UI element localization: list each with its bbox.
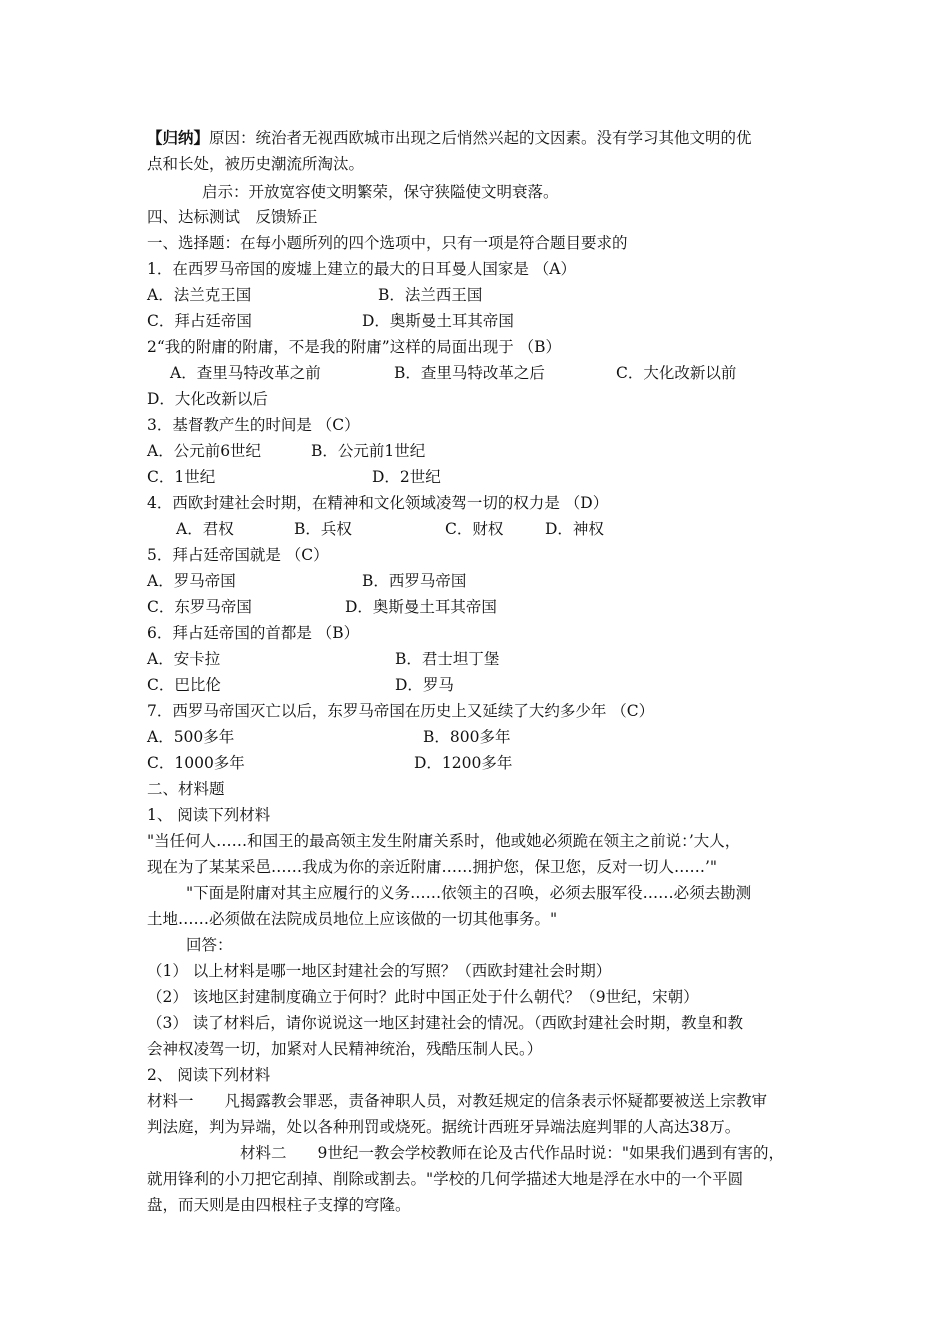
question-1-option-c: C．拜占廷帝国 [147,312,252,330]
question-4-option-b: B．兵权 [294,520,352,538]
question-4-stem: 4．西欧封建社会时期，在精神和文化领域凌驾一切的权力是 （D） [147,494,609,512]
sub-question-1: （1） 以上材料是哪一地区封建社会的写照？（西欧封建社会时期） [147,962,612,980]
question-3-option-b: B．公元前1世纪 [311,442,426,460]
question-7-option-a: A．500多年 [147,728,235,746]
question-3-option-d: D．2世纪 [372,468,441,486]
question-2-option-b: B．查里马特改革之后 [394,364,545,382]
question-7-stem: 7．西罗马帝国灭亡以后，东罗马帝国在历史上又延续了大约多少年 （C） [147,702,655,720]
sub-question-3-line-2: 会神权凌驾一切，加紧对人民精神统治，残酷压制人民。） [147,1040,543,1058]
question-4-option-c: C．财权 [445,520,504,538]
question-2-option-d: D．大化改新以后 [147,390,268,408]
question-6-option-b: B．君士坦丁堡 [395,650,500,668]
question-1-option-a: A．法兰克王国 [147,286,252,304]
sub-question-2: （2） 该地区封建制度确立于何时？此时中国正处于什么朝代？（9世纪，宋朝） [147,988,699,1006]
material-2-para-2-line-1: 材料二 9世纪一教会学校教师在论及古代作品时说："如果我们遇到有害的， [240,1144,784,1162]
answer-label: 回答： [186,936,233,954]
question-5-option-d: D．奥斯曼土耳其帝国 [345,598,497,616]
question-3-stem: 3．基督教产生的时间是 （C） [147,416,360,434]
material-2-para-1-line-1: 材料一 凡揭露教会罪恶，责备神职人员，对教廷规定的信条表示怀疑都要被送上宗教审 [147,1092,768,1110]
summary-reason: 原因：统治者无视西欧城市出现之后悄然兴起的文因素。没有学习其他文明的优 [209,129,752,147]
question-7-option-b: B．800多年 [423,728,511,746]
material-1-quote-1-line-1: "当任何人……和国王的最高领主发生附庸关系时，他或她必须跪在领主之前说：’大人， [147,832,741,850]
material-1-quote-2-line-2: 土地……必须做在法院成员地位上应该做的一切其他事务。" [147,910,558,928]
material-1-heading: 1、 阅读下列材料 [147,806,271,824]
material-title: 二、材料题 [147,780,225,798]
question-2-option-c: C．大化改新以前 [616,364,737,382]
material-2-para-2-line-2: 就用锋利的小刀把它刮掉、削除或割去。"学校的几何学描述大地是浮在水中的一个平圆 [147,1170,744,1188]
summary-label: 【归纳】 [147,128,210,147]
material-1-quote-2-line-1: "下面是附庸对其主应履行的义务……依领主的召唤，必须去服军役……必须去勘测 [186,884,752,902]
question-4-option-a: A．君权 [176,520,234,538]
section4-title: 四、达标测试 反馈矫正 [147,208,318,226]
material-2-heading: 2、 阅读下列材料 [147,1066,271,1084]
question-2-option-a: A．查里马特改革之前 [170,364,321,382]
question-6-option-a: A．安卡拉 [147,650,221,668]
material-2-para-1-line-2: 判法庭，判为异端，处以各种刑罚或烧死。据统计西班牙异端法庭判罪的人高达38万。 [147,1118,741,1136]
summary-reason-cont: 点和长处，被历史潮流所淘汰。 [147,155,365,173]
question-3-option-a: A．公元前6世纪 [147,442,262,460]
question-6-option-d: D．罗马 [395,676,454,694]
question-5-option-b: B．西罗马帝国 [362,572,467,590]
question-1-stem: 1．在西罗马帝国的废墟上建立的最大的日耳曼人国家是 （A） [147,260,576,278]
question-5-stem: 5．拜占廷帝国就是 （C） [147,546,329,564]
question-3-option-c: C．1世纪 [147,468,216,486]
question-7-option-d: D．1200多年 [414,754,513,772]
summary-reason-line [147,128,752,148]
question-5-option-a: A．罗马帝国 [147,572,236,590]
summary-insight: 启示：开放宽容使文明繁荣，保守狭隘使文明衰落。 [202,183,559,201]
question-1-option-d: D．奥斯曼土耳其帝国 [362,312,514,330]
question-5-option-c: C．东罗马帝国 [147,598,252,616]
material-1-quote-1-line-2: 现在为了某某采邑……我成为你的亲近附庸……拥护您，保卫您，反对一切人……’" [147,858,718,876]
question-6-option-c: C．巴比伦 [147,676,221,694]
question-6-stem: 6．拜占廷帝国的首都是 （B） [147,624,360,642]
question-4-option-d: D．神权 [545,520,604,538]
choice-title: 一、选择题：在每小题所列的四个选项中，只有一项是符合题目要求的 [147,234,628,252]
question-1-option-b: B．法兰西王国 [378,286,483,304]
question-7-option-c: C．1000多年 [147,754,245,772]
sub-question-3-line-1: （3） 读了材料后，请你说说这一地区封建社会的情况。（西欧封建社会时期，教皇和教 [147,1014,744,1032]
material-2-para-2-line-3: 盘，而天则是由四根柱子支撑的穹隆。 [147,1196,411,1214]
question-2-stem: 2“我的附庸的附庸，不是我的附庸”这样的局面出现于 （B） [147,338,562,356]
